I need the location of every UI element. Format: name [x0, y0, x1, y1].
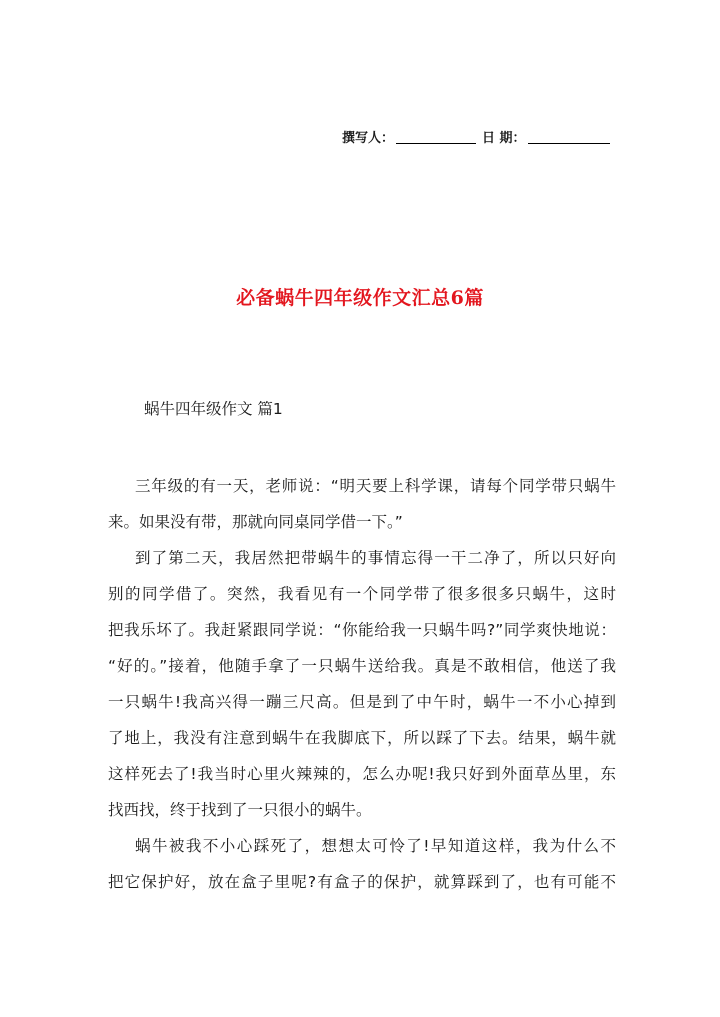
text-line: 来。如果没有带，那就向同桌同学借一下。” [108, 513, 403, 531]
text-line: 到了第二天，我居然把带蜗牛的事情忘得一干二净了，所以只好向 [135, 549, 616, 567]
author-blank [396, 129, 476, 144]
author-date-line [342, 124, 614, 146]
document-title: 必备蜗牛四年级作文汇总6篇 [236, 287, 484, 309]
text-line: 一只蜗牛!我高兴得一蹦三尺高。但是到了中午时，蜗牛一不小心掉到 [108, 693, 616, 711]
author-label: 撰写人： [342, 131, 395, 146]
text-line: 了地上，我没有注意到蜗牛在我脚底下，所以踩了下去。结果，蜗牛就 [108, 729, 616, 747]
text-line: 把我乐坏了。我赶紧跟同学说：“你能给我一只蜗牛吗?”同学爽快地说： [108, 621, 616, 639]
date-label: 日 期： [482, 131, 526, 146]
essay-body [108, 468, 616, 900]
text-line: 这样死去了!我当时心里火辣辣的，怎么办呢!我只好到外面草丛里，东 [108, 765, 616, 783]
section-heading: 蜗牛四年级作文 篇1 [144, 400, 283, 418]
text-line: 蜗牛被我不小心踩死了，想想太可怜了!早知道这样，我为什么不 [135, 837, 616, 855]
text-line: 找西找，终于找到了一只很小的蜗牛。 [108, 801, 372, 819]
text-line: 三年级的有一天，老师说：“明天要上科学课，请每个同学带只蜗牛 [135, 477, 616, 495]
text-line: 把它保护好，放在盒子里呢?有盒子的保护，就算踩到了，也有可能不 [108, 873, 616, 891]
date-blank [528, 129, 610, 144]
text-line: 别的同学借了。突然，我看见有一个同学带了很多很多只蜗牛，这时 [108, 585, 616, 603]
text-line: “好的。”接着，他随手拿了一只蜗牛送给我。真是不敢相信，他送了我 [108, 657, 616, 675]
